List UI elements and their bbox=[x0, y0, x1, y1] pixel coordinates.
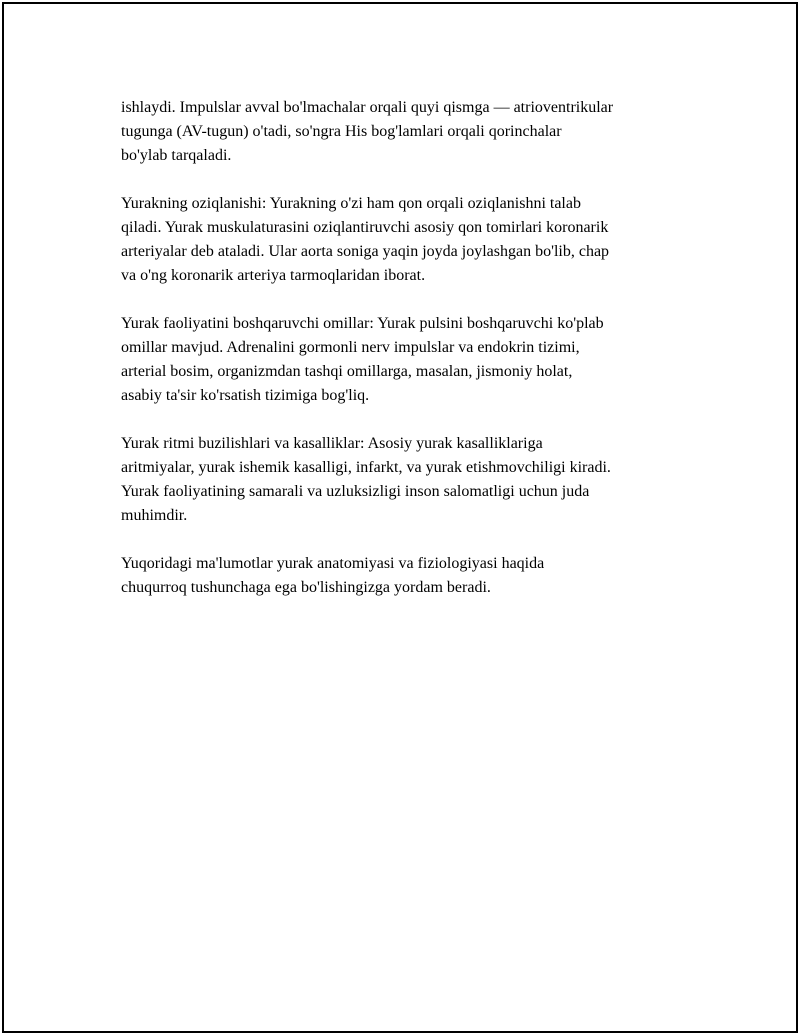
text-line: qiladi. Yurak muskulaturasini oziqlantiruvchi asosiy qon tomirlari koronarik bbox=[121, 219, 609, 236]
paragraph-diseases bbox=[121, 432, 711, 528]
paragraph-conclusion bbox=[121, 552, 711, 600]
text-line: Yuqoridagi ma'lumotlar yurak anatomiyasi va fiziologiyasi haqida bbox=[121, 555, 545, 572]
text-line: chuqurroq tushunchaga ega bo'lishingizga yordam beradi. bbox=[121, 579, 491, 596]
text-line: Yurak faoliyatining samarali va uzluksizligi inson salomatligi uchun juda bbox=[121, 483, 590, 500]
paragraph-nutrition bbox=[121, 192, 711, 288]
text-line: tugunga (AV-tugun) o'tadi, so'ngra His bog'lamlari orqali qorinchalar bbox=[121, 123, 562, 140]
paragraph-conduction bbox=[121, 96, 711, 168]
text-line: arterial bosim, organizmdan tashqi omillarga, masalan, jismoniy holat, bbox=[121, 363, 573, 380]
document-body bbox=[121, 96, 711, 624]
text-line: arteriyalar deb ataladi. Ular aorta soniga yaqin joyda joylashgan bo'lib, chap bbox=[121, 243, 610, 260]
text-line: Yurak ritmi buzilishlari va kasalliklar: Asosiy yurak kasalliklariga bbox=[121, 435, 543, 452]
paragraph-regulation bbox=[121, 312, 711, 408]
text-line: ishlaydi. Impulslar avval bo'lmachalar orqali quyi qismga — atrioventrikular bbox=[121, 99, 614, 116]
document-page bbox=[2, 2, 798, 1033]
text-line: Yurakning oziqlanishi: Yurakning o'zi ham qon orqali oziqlanishni talab bbox=[121, 195, 581, 212]
text-line: muhimdir. bbox=[121, 507, 188, 524]
text-line: asabiy ta'sir ko'rsatish tizimiga bog'liq. bbox=[121, 387, 370, 404]
text-line: omillar mavjud. Adrenalini gormonli nerv impulslar va endokrin tizimi, bbox=[121, 339, 580, 356]
text-line: Yurak faoliyatini boshqaruvchi omillar: Yurak pulsini boshqaruvchi ko'plab bbox=[121, 315, 604, 332]
text-line: bo'ylab tarqaladi. bbox=[121, 147, 232, 164]
text-line: va o'ng koronarik arteriya tarmoqlaridan iborat. bbox=[121, 267, 426, 284]
text-line: aritmiyalar, yurak ishemik kasalligi, infarkt, va yurak etishmovchiligi kiradi. bbox=[121, 459, 611, 476]
